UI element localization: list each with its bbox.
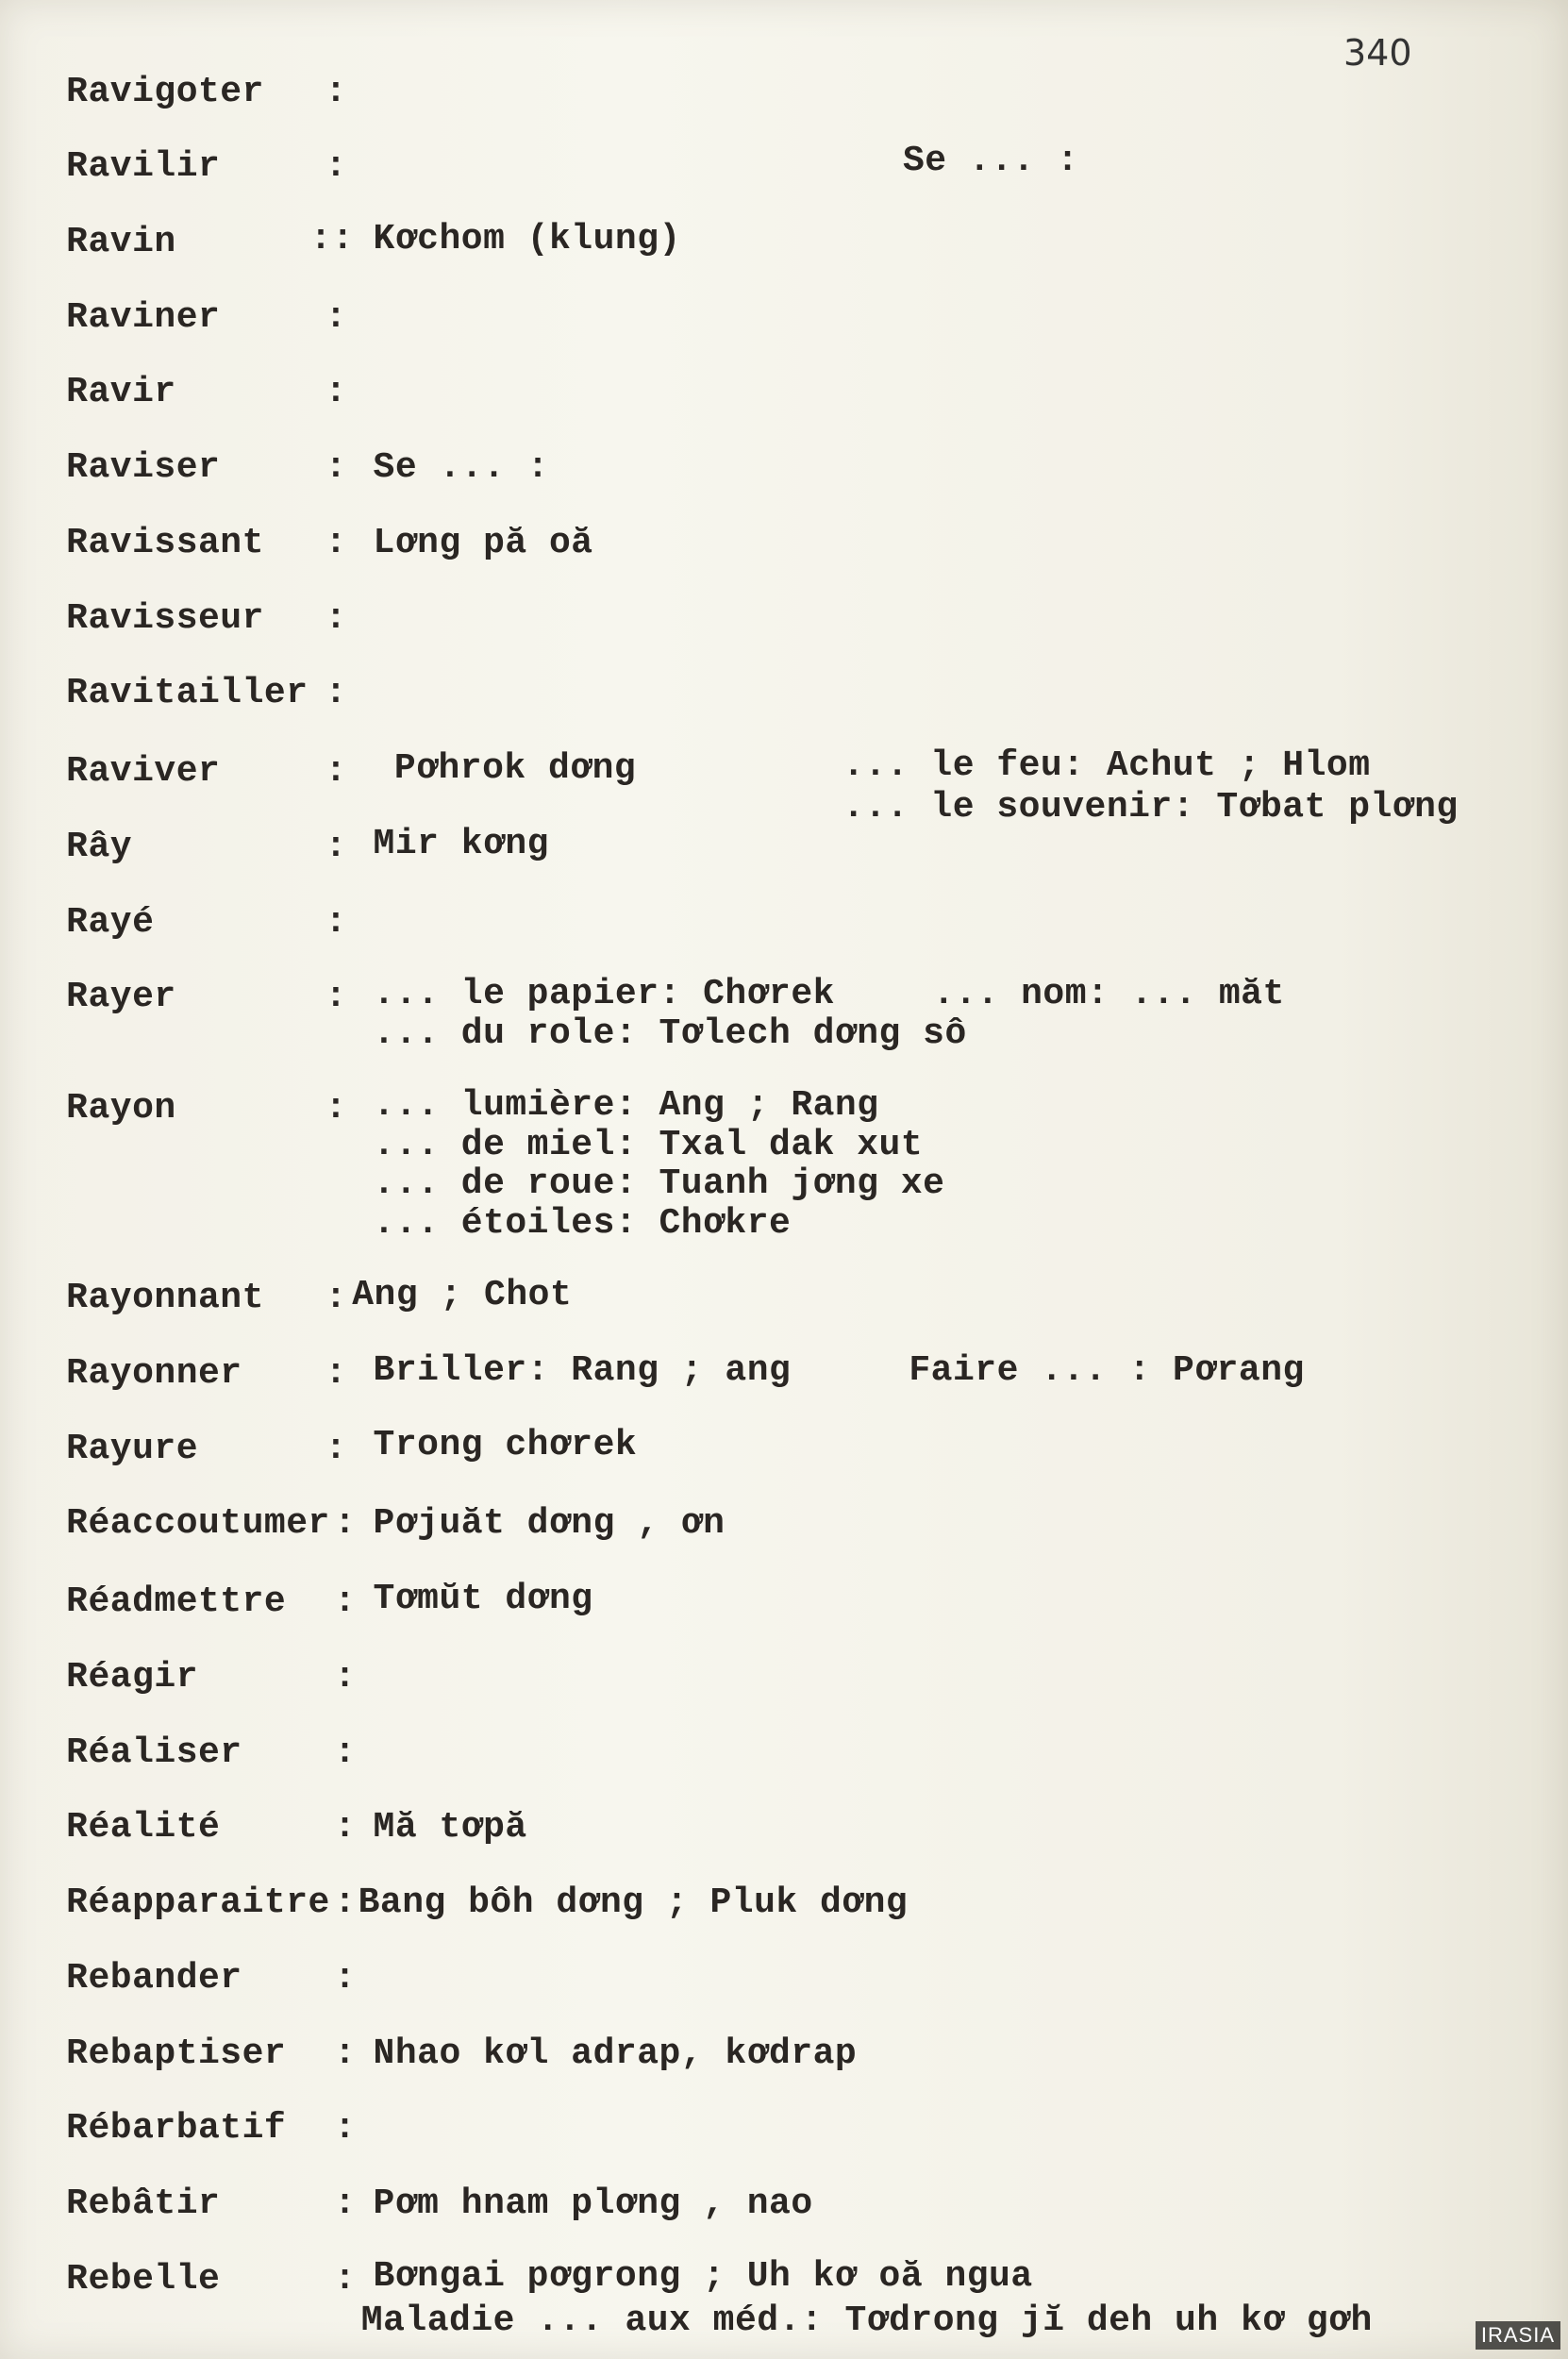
entry-separator: : [334,2033,357,2074]
entry-headword: Raviser [66,447,221,489]
entry-headword: Réaliser [66,1732,242,1773]
entry-headword: Rayon [66,1088,176,1129]
entry-headword: Réaccoutumer [66,1503,330,1545]
entry-definition: Ang ; Chot [352,1275,573,1316]
entry-separator: : [325,673,347,714]
entry-definition: Se ... : [373,447,549,489]
entry-separator: : [334,1882,357,1924]
entry-definition: Bang bôh dơng ; Pluk dơng [358,1882,909,1924]
entry-subsense: ... le feu: Achut ; Hlom [842,745,1371,786]
entry-definition: Pơm hnam plơng , nao [373,2183,813,2225]
entry-separator: : [334,2183,357,2225]
entry-separator: : [334,1732,357,1773]
entry-separator: : [334,1581,357,1623]
entry-definition: Lơng pă oă [373,522,593,563]
entry-definition: ... le papier: Chơrek [373,974,835,1015]
entry-separator: : [325,901,347,943]
entry-definition: Pơjuăt dơng , ơn [373,1503,726,1545]
entry-subsense: ... du role: Tơlech dơng sô [373,1012,967,1054]
entry-separator: : [325,146,347,188]
entry-headword: Rebaptiser [66,2033,287,2074]
entry-separator: : [325,1088,347,1129]
entry-separator: : [334,1657,357,1698]
entry-definition: Kơchom (klung) [373,218,681,259]
entry-headword: Rayonner [66,1352,242,1394]
entry-headword: Rayer [66,977,176,1018]
entry-definition: Trong chơrek [373,1425,638,1466]
entry-headword: Réagir [66,1657,198,1698]
entry-separator: : [325,71,347,112]
entry-definition: Briller: Rang ; ang [373,1349,792,1391]
entry-definition: Nhao kơl adrap, kơdrap [373,2033,858,2074]
entry-headword: Raviner [66,296,221,338]
entry-headword: Ravin [66,221,176,262]
entry-separator: : [325,372,347,413]
entry-separator: :: [309,218,355,259]
entry-separator: : [334,2258,357,2300]
entry-headword: Ravigoter [66,71,264,112]
entry-separator: : [325,597,347,639]
entry-headword: Ravilir [66,146,221,188]
entry-separator: : [325,751,347,793]
entry-separator: : [334,1503,357,1545]
entry-definition: ... lumière: Ang ; Rang [373,1085,879,1127]
entry-definition: Mir kơng [373,823,549,864]
entry-definition: Bơngai pơgrong ; Uh kơ oă ngua [373,2255,1033,2297]
entry-separator: : [325,826,347,867]
entry-headword: Rây [66,826,133,867]
entry-definition: Tơmŭt dơng [373,1579,593,1620]
entry-subsense: ... le souvenir: Tơbat plơng [842,787,1459,828]
entry-subsense: ... étoiles: Chơkre [373,1202,792,1244]
entry-headword: Rayure [66,1428,198,1469]
entry-subsense: ... de roue: Tuanh jơng xe [373,1163,945,1205]
entry-headword: Rebander [66,1957,242,1999]
entry-headword: Rebâtir [66,2183,221,2225]
entry-headword: Ravisseur [66,597,264,639]
entry-separator: : [334,2108,357,2150]
entry-separator: : [325,1278,347,1319]
entry-headword: Ravir [66,372,176,413]
entry-separator: : [325,522,347,563]
entry-subsense: ... nom: ... măt [932,974,1285,1015]
entry-headword: Rebelle [66,2258,221,2300]
entry-separator: : [334,1807,357,1849]
entry-definition: Pơhrok dơng [393,748,637,789]
entry-headword: Rébarbatif [66,2108,287,2150]
entry-separator: : [325,447,347,489]
entry-definition: Mă tơpă [373,1807,527,1849]
entry-separator: : [334,1957,357,1999]
entry-headword: Réalité [66,1807,221,1849]
entry-subsense: Faire ... : Pơrang [909,1349,1305,1391]
entry-headword: Ravitailler [66,673,309,714]
entry-separator: : [325,296,347,338]
page-number: 340 [1343,32,1412,74]
entry-subsense: Maladie ... aux méd.: Tơdrong jĭ deh uh kơ gơh [360,2300,1373,2342]
watermark-label: IRASIA [1476,2321,1560,2350]
entry-separator: : [325,1352,347,1394]
entry-headword: Rayonnant [66,1278,264,1319]
entry-headword: Réadmettre [66,1581,287,1623]
entry-separator: : [325,1428,347,1469]
entry-headword: Rayé [66,901,155,943]
entry-definition: Se ... : [903,140,1079,181]
entry-headword: Ravissant [66,522,264,563]
entry-headword: Raviver [66,751,221,793]
entry-subsense: ... de miel: Txal dak xut [373,1124,924,1165]
entry-separator: : [325,977,347,1018]
entry-headword: Réapparaitre [66,1882,330,1924]
